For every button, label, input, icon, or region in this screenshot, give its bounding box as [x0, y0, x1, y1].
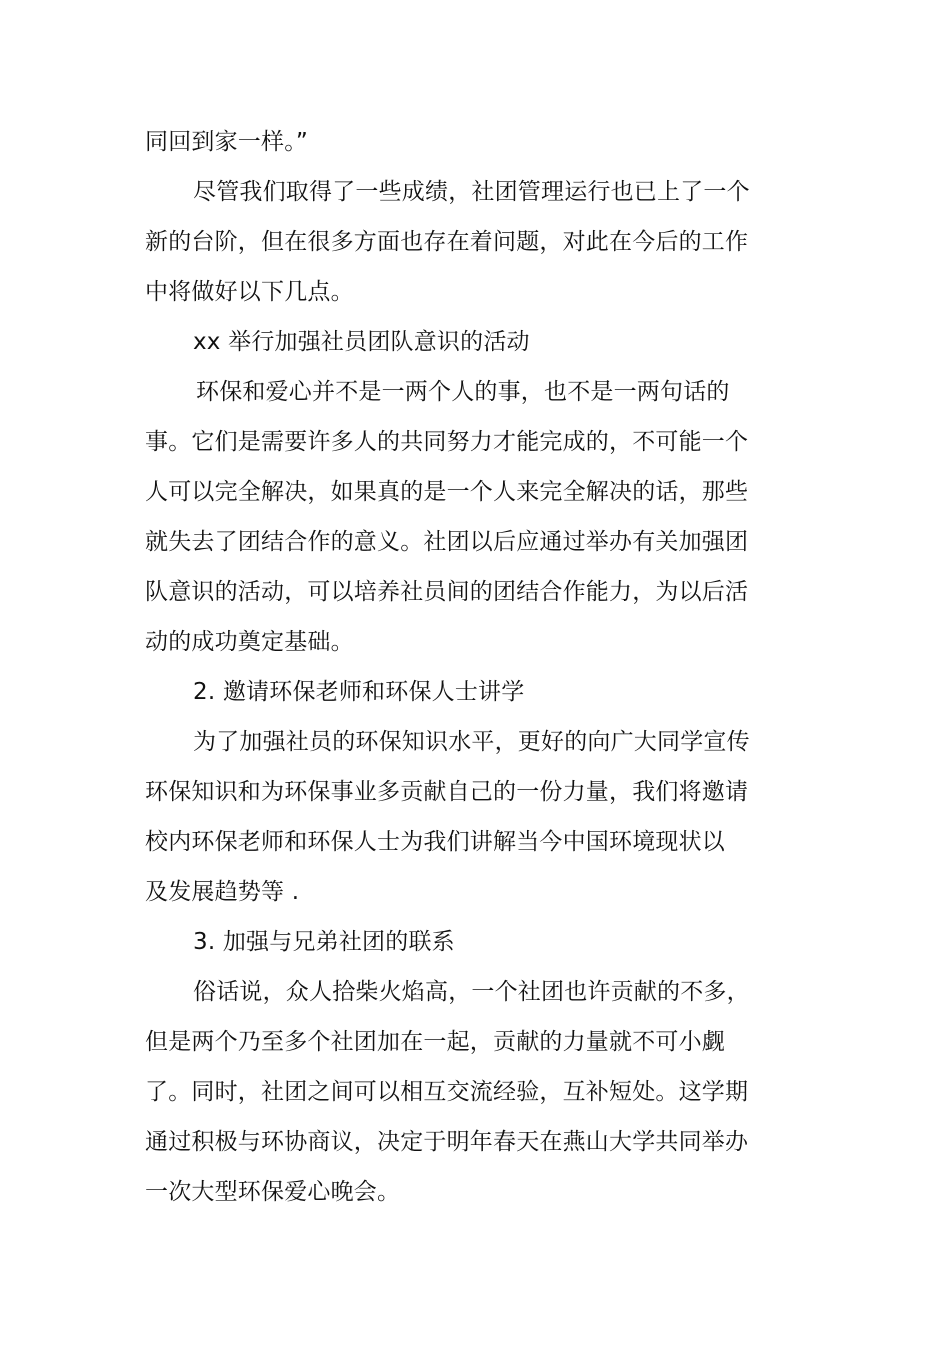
text-line: 人可以完全解决，如果真的是一个人来完全解决的话，那些 [145, 479, 749, 505]
text-line: 俗话说，众人拾柴火焰高，一个社团也许贡献的不多， [193, 979, 750, 1005]
section-heading: 2. 邀请环保老师和环保人士讲学 [193, 679, 525, 705]
text-line: 环保和爱心并不是一两个人的事，也不是一两句话的 [196, 379, 730, 405]
text-line: 环保知识和为环保事业多贡献自己的一份力量，我们将邀请 [145, 779, 749, 805]
text-line: 队意识的活动，可以培养社员间的团结合作能力，为以后活 [145, 579, 749, 605]
text-line: 校内环保老师和环保人士为我们讲解当今中国环境现状以 [145, 829, 725, 855]
text-line: 就失去了团结合作的意义。社团以后应通过举办有关加强团 [145, 529, 749, 555]
text-line: 事。它们是需要许多人的共同努力才能完成的，不可能一个 [145, 429, 749, 455]
text-line: 中将做好以下几点。 [145, 279, 354, 305]
text-line: 但是两个乃至多个社团加在一起，贡献的力量就不可小觑 [145, 1029, 725, 1055]
text-line: 及发展趋势等 . [145, 879, 300, 905]
text-line: 动的成功奠定基础。 [145, 629, 354, 655]
text-line: 了。同时，社团之间可以相互交流经验，互补短处。这学期 [145, 1079, 749, 1105]
section-heading: 3. 加强与兄弟社团的联系 [193, 929, 455, 955]
text-line: 通过积极与环协商议，决定于明年春天在燕山大学共同举办 [145, 1129, 749, 1155]
section-heading: xx 举行加强社员团队意识的活动 [193, 329, 530, 355]
text-line: 一次大型环保爱心晚会。 [145, 1179, 401, 1205]
text-line: 尽管我们取得了一些成绩，社团管理运行也已上了一个 [193, 179, 750, 205]
text-line: 同回到家一样。” [145, 129, 309, 155]
text-line: 新的台阶，但在很多方面也存在着问题，对此在今后的工作 [145, 229, 749, 255]
text-line: 为了加强社员的环保知识水平，更好的向广大同学宣传 [193, 729, 750, 755]
